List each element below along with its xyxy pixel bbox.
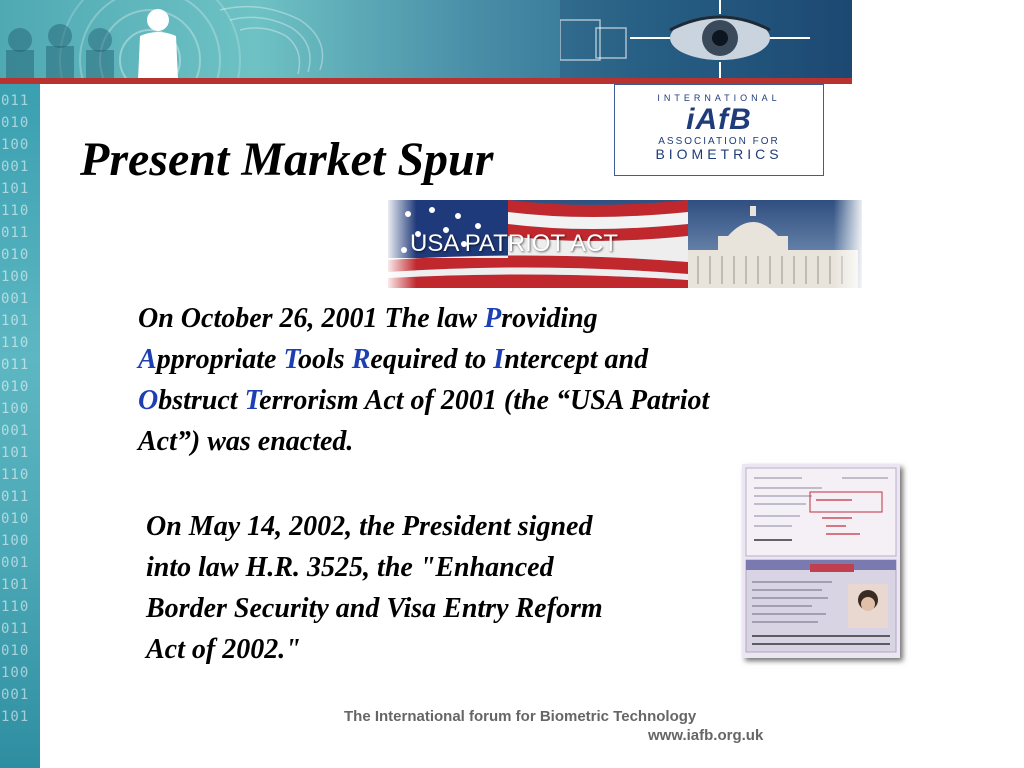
binary-row: 010 [1,115,30,131]
iafb-logo [614,84,824,176]
binary-row: 011 [1,621,30,637]
header-banner [0,0,852,80]
acronym-letter: O [138,385,159,416]
binary-row: 100 [1,533,30,549]
binary-row: 001 [1,159,30,175]
footer-tagline: The International forum for Biometric Technology [344,708,697,725]
paragraph-patriot-act [138,298,718,462]
binary-digits [0,90,41,728]
text-segment: equired to [370,344,494,375]
text-segment: ools [298,344,352,375]
patriot-act-banner [388,200,862,288]
binary-row: 110 [1,599,30,615]
logo-sub-text: ASSOCIATION FOR [658,136,780,147]
binary-row: 110 [1,203,30,219]
binary-row: 101 [1,313,30,329]
logo-bottom-text: BIOMETRICS [655,146,783,162]
text-segment: roviding [501,303,598,334]
patriot-act-label: USA PATRIOT ACT [410,230,619,257]
text-segment: bstruct [158,385,245,416]
binary-row: 100 [1,665,30,681]
binary-row: 010 [1,247,30,263]
binary-row: 101 [1,181,30,197]
footer-url: www.iafb.org.uk [648,727,764,744]
binary-row: 101 [1,577,30,593]
binary-row: 001 [1,291,30,307]
acronym-letter: R [351,344,371,375]
binary-row: 101 [1,445,30,461]
binary-row: 001 [1,555,30,571]
binary-row: 100 [1,269,30,285]
binary-row: 010 [1,643,30,659]
acronym-letter: P [484,303,502,334]
binary-row: 100 [1,401,30,417]
binary-row: 110 [1,335,30,351]
acronym-letter: T [244,385,260,416]
binary-row: 001 [1,687,30,703]
slide-title: Present Market Spur [80,133,494,186]
acronym-letter: T [283,344,299,375]
fingerprint-graphic [0,0,380,80]
text-segment: ntercept and [504,344,649,375]
acronym-letter: A [138,344,157,375]
passport-image [742,464,900,658]
binary-row: 110 [1,467,30,483]
eye-graphic [560,0,852,80]
passport-visa-graphic [742,464,900,658]
paragraph-border-security-act: On May 14, 2002, the President signed into law H.R. 3525, the "Enhanced Border Security and Visa Entry Reform Act of 2002." [146,511,603,665]
logo-mark: iAfB [686,103,752,136]
logo-top-text: INTERNATIONAL [657,93,781,103]
binary-row: 100 [1,137,30,153]
binary-row: 011 [1,93,30,109]
binary-row: 011 [1,225,30,241]
binary-row: 101 [1,709,30,725]
acronym-letter: I [493,344,505,375]
text-segment: On October 26, 2001 The law [138,303,485,334]
binary-row: 011 [1,357,30,373]
binary-row: 001 [1,423,30,439]
binary-row: 011 [1,489,30,505]
binary-row: 010 [1,511,30,527]
binary-row: 010 [1,379,30,395]
text-segment: ppropriate [156,344,284,375]
text-segment: errorism Act of 2001 (the “USA Patriot Act”) was enacted. [138,385,710,457]
